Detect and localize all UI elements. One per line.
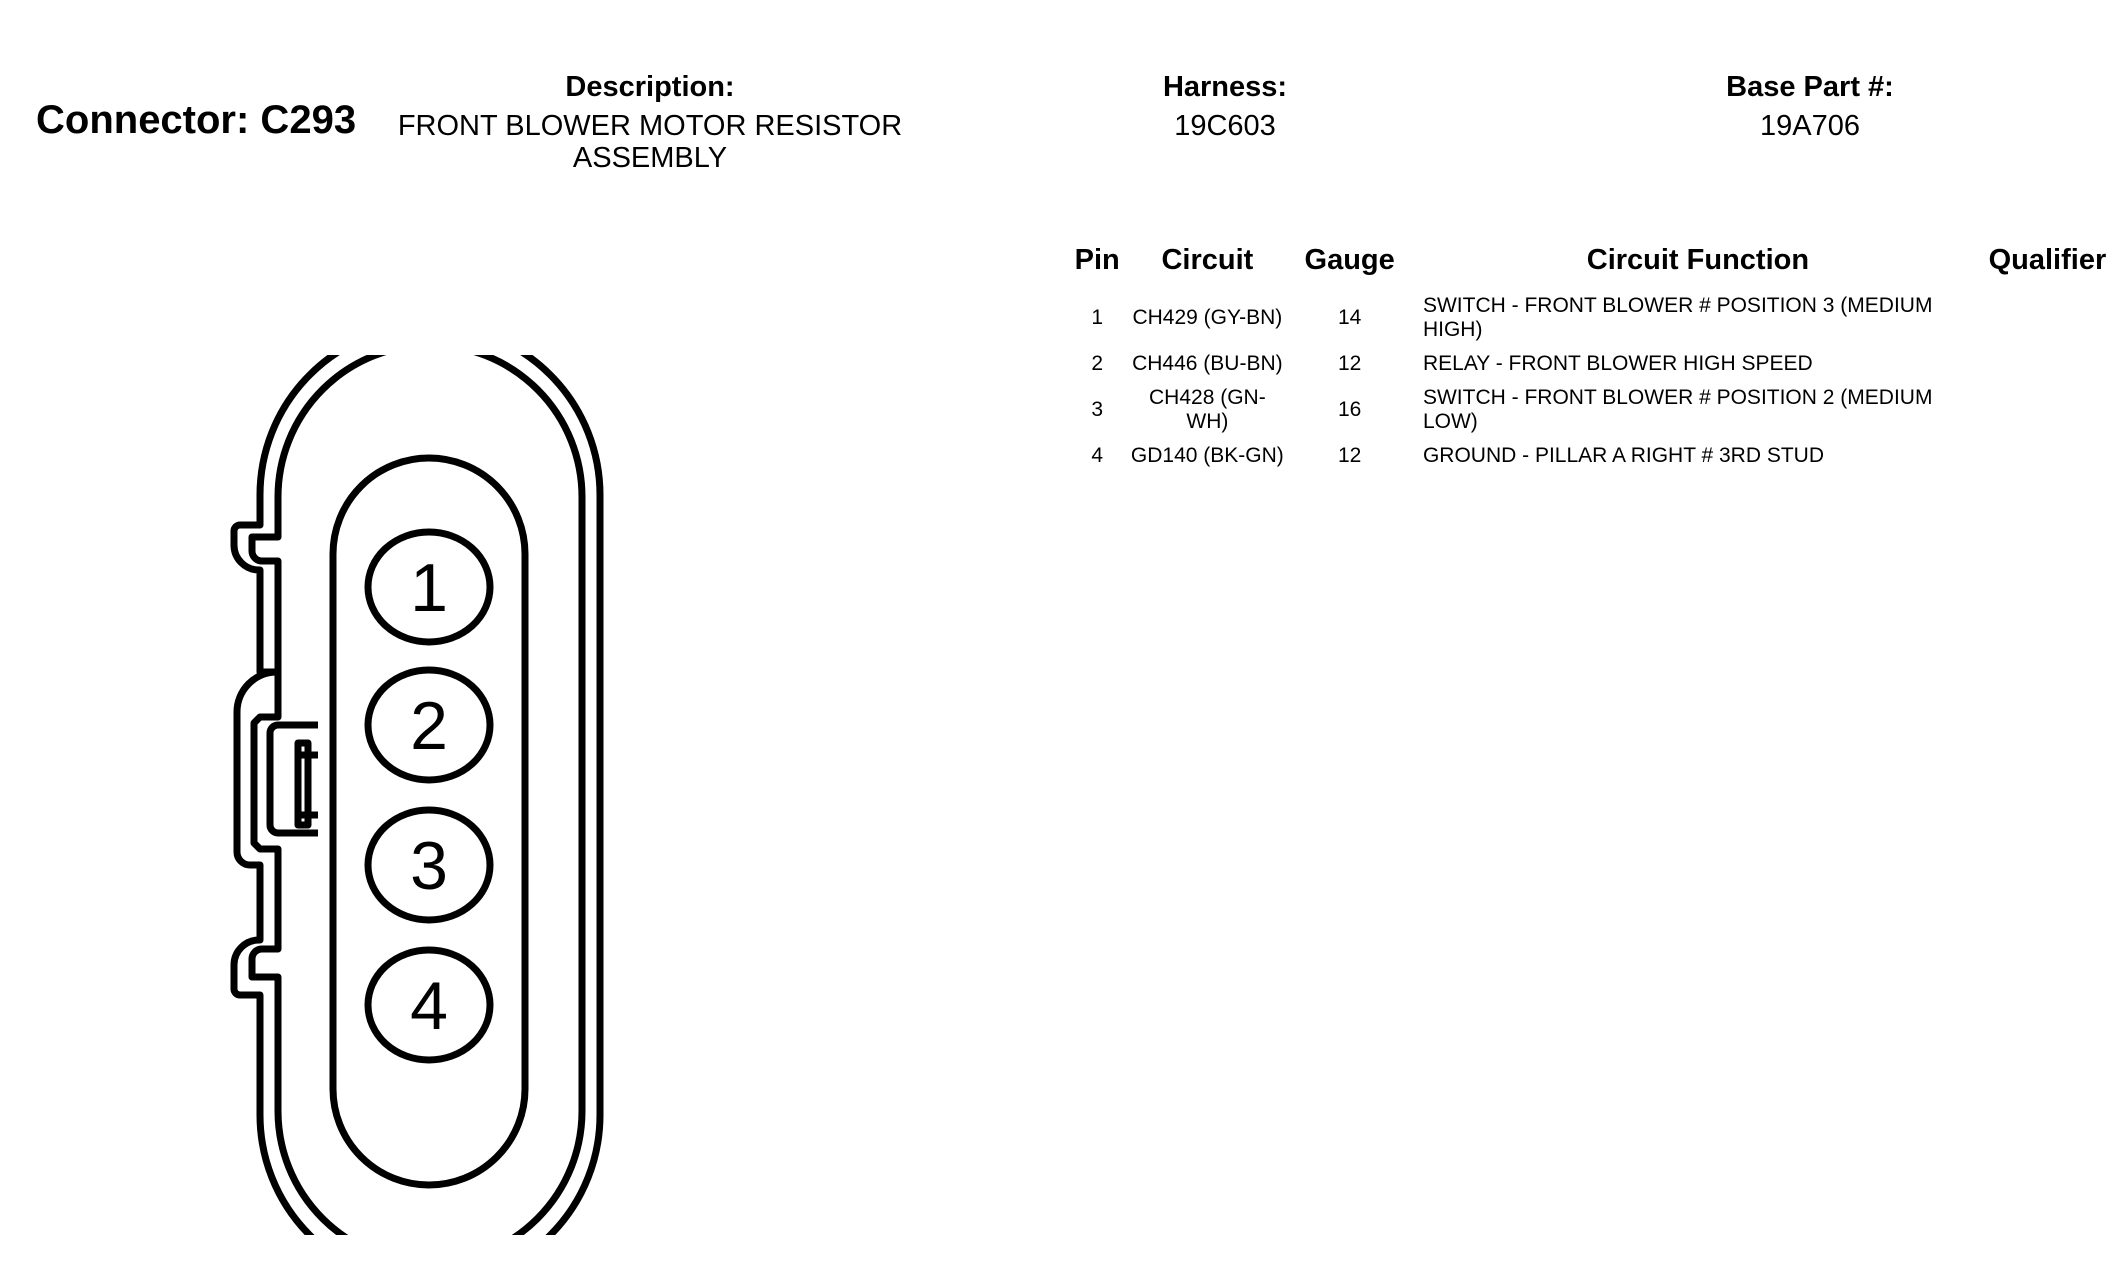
table-row [1066,347,2122,381]
pin-label-1: 1 [410,550,448,626]
pin-label-4: 4 [410,968,448,1044]
harness-block [1105,70,1345,142]
row-qualifier [1973,347,2122,381]
row-pin: 3 [1091,398,1104,421]
harness-label: Harness: [1162,71,1288,103]
row-pin: 4 [1091,444,1104,467]
row-circuit: CH446 (BU-BN) [1132,352,1283,375]
row-circuit-function: RELAY - FRONT BLOWER HIGH SPEED [1422,352,1813,375]
row-gauge: 16 [1337,398,1362,421]
row-qualifier [1973,439,2122,473]
row-gauge: 14 [1337,306,1362,329]
connector-title: Connector: C293 [36,98,357,142]
row-circuit: GD140 (BK-GN) [1130,444,1284,467]
table-row [1066,289,2122,347]
header-circuit-function: Circuit Function [1586,244,1810,276]
header-qualifier: Qualifier [1988,244,2107,276]
row-circuit: CH429 (GY-BN) [1132,306,1283,329]
connector-outer-shell [234,355,600,1235]
table-row [1066,381,2122,439]
row-pin: 1 [1091,306,1104,329]
description-block [370,70,930,174]
header-gauge: Gauge [1304,244,1395,276]
base-part-block [1680,70,1940,142]
row-circuit: CH428 (GN-WH) [1149,386,1266,433]
row-gauge: 12 [1337,352,1362,375]
table-header-row [1066,244,2122,289]
pin-label-3: 3 [410,828,448,904]
harness-value: 19C603 [1174,110,1276,142]
header-pin: Pin [1074,244,1120,276]
base-part-label: Base Part #: [1726,71,1894,103]
base-part-value: 19A706 [1760,110,1860,142]
table-row [1066,439,2122,473]
row-pin: 2 [1091,352,1104,375]
row-circuit-function: SWITCH - FRONT BLOWER # POSITION 3 (MEDIUM HIGH) [1422,294,1933,341]
description-value: FRONT BLOWER MOTOR RESISTOR ASSEMBLY [397,110,903,174]
row-gauge: 12 [1337,444,1362,467]
row-circuit-function: GROUND - PILLAR A RIGHT # 3RD STUD [1422,444,1824,467]
header-circuit: Circuit [1161,244,1254,276]
pin-table [1066,244,2122,473]
description-label: Description: [565,71,735,103]
row-qualifier [1973,381,2122,439]
connector-face-diagram [220,355,740,1235]
row-circuit-function: SWITCH - FRONT BLOWER # POSITION 2 (MEDIUM LOW) [1422,386,1933,433]
row-qualifier [1973,289,2122,347]
pin-label-2: 2 [410,688,448,764]
